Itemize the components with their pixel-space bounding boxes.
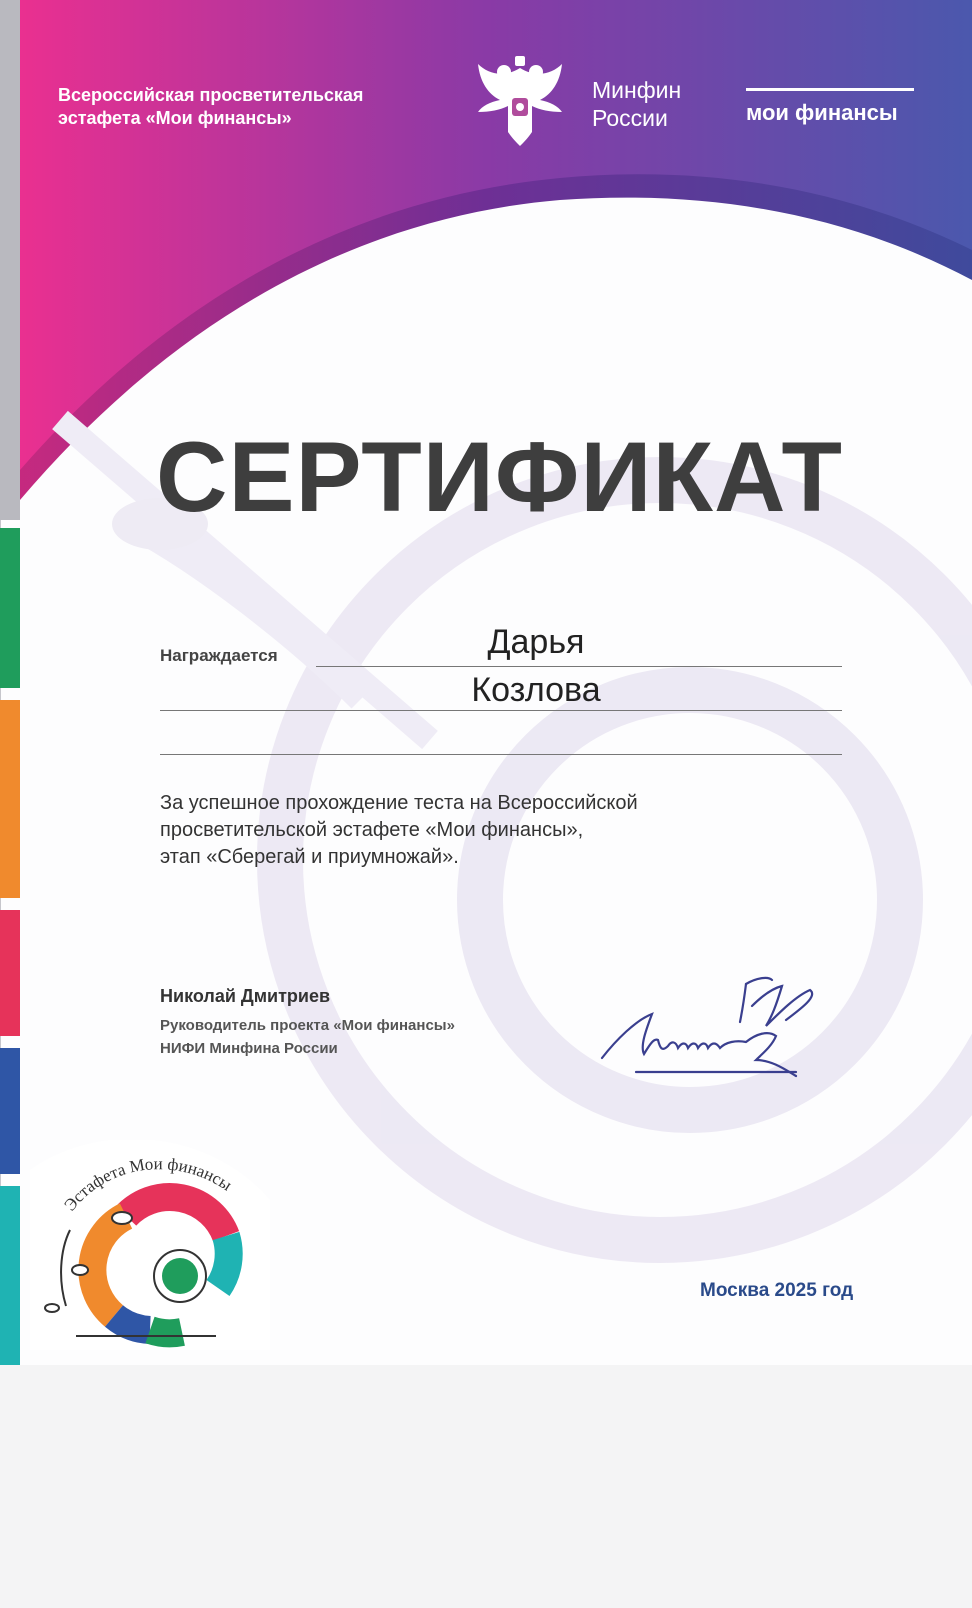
left-stripe-gray [0,0,20,520]
program-name-line2: эстафета «Мои финансы» [58,108,292,128]
recipient-first-name: Дарья [487,623,585,661]
left-stripe-teal [0,1186,20,1365]
award-reason-line3: этап «Сберегай и приумножай». [160,846,459,868]
program-name-line1: Всероссийская просветительская [58,85,364,105]
left-stripe-orange [0,700,20,898]
signer-role-line1: Руководитель проекта «Мои финансы» [160,1017,455,1034]
left-stripe-blue [0,1048,20,1174]
signer-role-line2: НИФИ Минфина России [160,1040,338,1057]
signature-icon [596,950,856,1100]
signer-name: Николай Дмитриев [160,986,331,1006]
recipient-last-name: Козлова [471,671,601,709]
signer-role [160,1014,560,1060]
ministry-name [592,76,732,132]
left-stripe-red [0,910,20,1036]
name-line-2 [160,710,842,711]
brand-logo-text: мои финансы [746,100,898,125]
certificate-title: СЕРТИФИКАТ [156,421,843,532]
relay-logo-icon [30,1140,270,1350]
program-name [58,84,418,130]
name-line-1 [316,666,842,667]
name-line-3 [160,754,842,755]
award-reason [160,790,760,871]
awarded-label: Награждается [160,646,278,665]
logo-text: Эстафета Мои финансы [60,1154,236,1215]
award-reason-line2: просветительской эстафете «Мои финансы», [160,819,584,841]
city-year: Москва 2025 год [700,1280,854,1301]
ministry-name-line1: Минфин [592,77,682,103]
ministry-name-line2: России [592,105,668,131]
double-headed-eagle-icon [474,54,566,148]
award-reason-line1: За успешное прохождение теста на Всероссийской [160,792,638,814]
left-stripe-green [0,528,20,688]
brand-underline [746,88,914,91]
